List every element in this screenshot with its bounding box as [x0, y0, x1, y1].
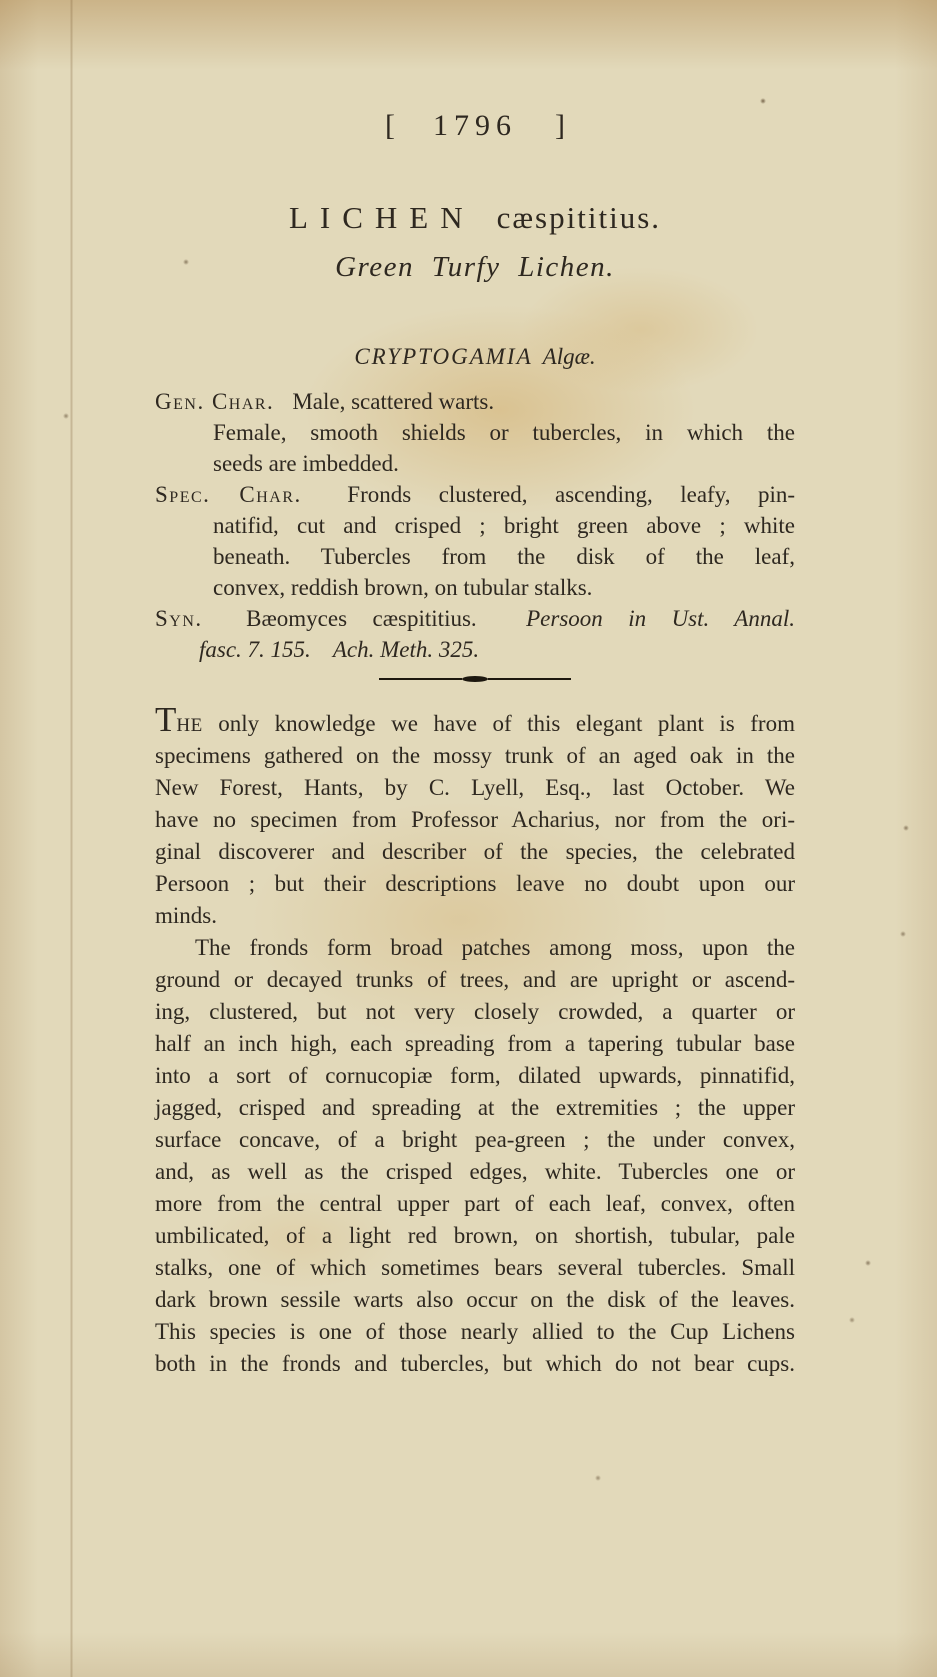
rule-diamond: [462, 676, 488, 682]
body-line: New Forest, Hants, by C. Lyell, Esq., last October. We: [155, 775, 795, 800]
gen-char-text: Male, scattered warts.: [292, 389, 495, 414]
body-line: ing, clustered, but not very closely crowded, a quarter or: [155, 999, 795, 1024]
body-line: minds.: [155, 903, 217, 928]
body-line: specimens gathered on the mossy trunk of an aged oak in the: [155, 743, 795, 768]
body-line: stalks, one of which sometimes bears several tubercles. Small: [155, 1255, 795, 1280]
characters-section: [155, 386, 795, 665]
syn-reference: Persoon in Ust. Annal.: [526, 606, 795, 631]
scanned-page: [0, 108, 937, 1677]
syn-name: Bæomyces cæspititius.: [246, 606, 477, 631]
body-line: have no specimen from Professor Acharius, nor from the ori-: [155, 807, 795, 832]
bracket-right: ]: [555, 109, 565, 142]
body-line: surface concave, of a bright pea-green ; the under convex,: [155, 1127, 795, 1152]
body-line-text: only knowledge we have of this elegant plant is from: [202, 711, 795, 736]
body-line: both in the fronds and tubercles, but which do not bear cups.: [155, 1351, 795, 1376]
genus-name: LICHEN: [288, 200, 475, 235]
drop-capital: T: [155, 700, 177, 739]
species-title: [155, 198, 795, 238]
page-header: [155, 108, 795, 144]
synonym-line: [155, 634, 795, 665]
spec-char-text: Fronds clustered, ascending, leafy, pin-: [347, 482, 796, 507]
classification-heading: [155, 342, 795, 372]
body-line: ground or decayed trunks of trees, and are upright or ascend-: [155, 967, 795, 992]
plate-number: 1796: [433, 109, 517, 142]
syn-reference-fasc: fasc. 7. 155.: [199, 637, 311, 662]
body-line: into a sort of cornucopiæ form, dilated upwards, pinnatifid,: [155, 1063, 795, 1088]
synonym-line: [155, 603, 795, 634]
swelled-rule-divider: [379, 675, 571, 682]
rule-line: [488, 678, 571, 680]
classification-order: CRYPTOGAMIA: [354, 344, 533, 369]
body-line: [155, 700, 795, 740]
species-epithet: cæspititius.: [496, 200, 662, 235]
spec-char-line: convex, reddish brown, on tubular stalks.: [213, 575, 593, 600]
gen-char-line: Female, smooth shields or tubercles, in which the: [213, 420, 795, 445]
gen-char-line: seeds are imbedded.: [213, 451, 399, 476]
spec-char-line: [155, 479, 795, 510]
syn-label: Syn.: [155, 606, 203, 631]
description-text: [155, 700, 795, 1380]
body-line: jagged, crisped and spreading at the extremities ; the upper: [155, 1095, 795, 1120]
syn-reference-meth: Ach. Meth. 325.: [332, 637, 480, 662]
body-line: Persoon ; but their descriptions leave no doubt upon our: [155, 871, 795, 896]
body-line: This species is one of those nearly allied to the Cup Lichens: [155, 1319, 795, 1344]
spec-char-line: natifid, cut and crisped ; bright green above ; white: [213, 513, 795, 538]
gen-char-line: [155, 386, 795, 417]
spec-char-line: beneath. Tubercles from the disk of the leaf,: [213, 544, 795, 569]
rule-line: [379, 678, 462, 680]
body-line: and, as well as the crisped edges, white. Tubercles one or: [155, 1159, 795, 1184]
body-line: half an inch high, each spreading from a tapering tubular base: [155, 1031, 795, 1056]
common-name: Green Turfy Lichen.: [335, 251, 615, 283]
lead-smallcaps: HE: [176, 715, 203, 736]
gen-char-label: Gen. Char.: [155, 389, 275, 414]
body-line: dark brown sessile warts also occur on the disk of the leaves.: [155, 1287, 795, 1312]
classification-group: Algæ.: [542, 344, 596, 369]
body-line: ginal discoverer and describer of the species, the celebrated: [155, 839, 795, 864]
spec-char-label: Spec. Char.: [155, 482, 302, 507]
bracket-left: [: [385, 109, 395, 142]
body-line: The fronds form broad patches among moss, upon the: [195, 935, 795, 960]
body-line: more from the central upper part of each leaf, convex, often: [155, 1191, 795, 1216]
body-line: umbilicated, of a light red brown, on shortish, tubular, pale: [155, 1223, 795, 1248]
